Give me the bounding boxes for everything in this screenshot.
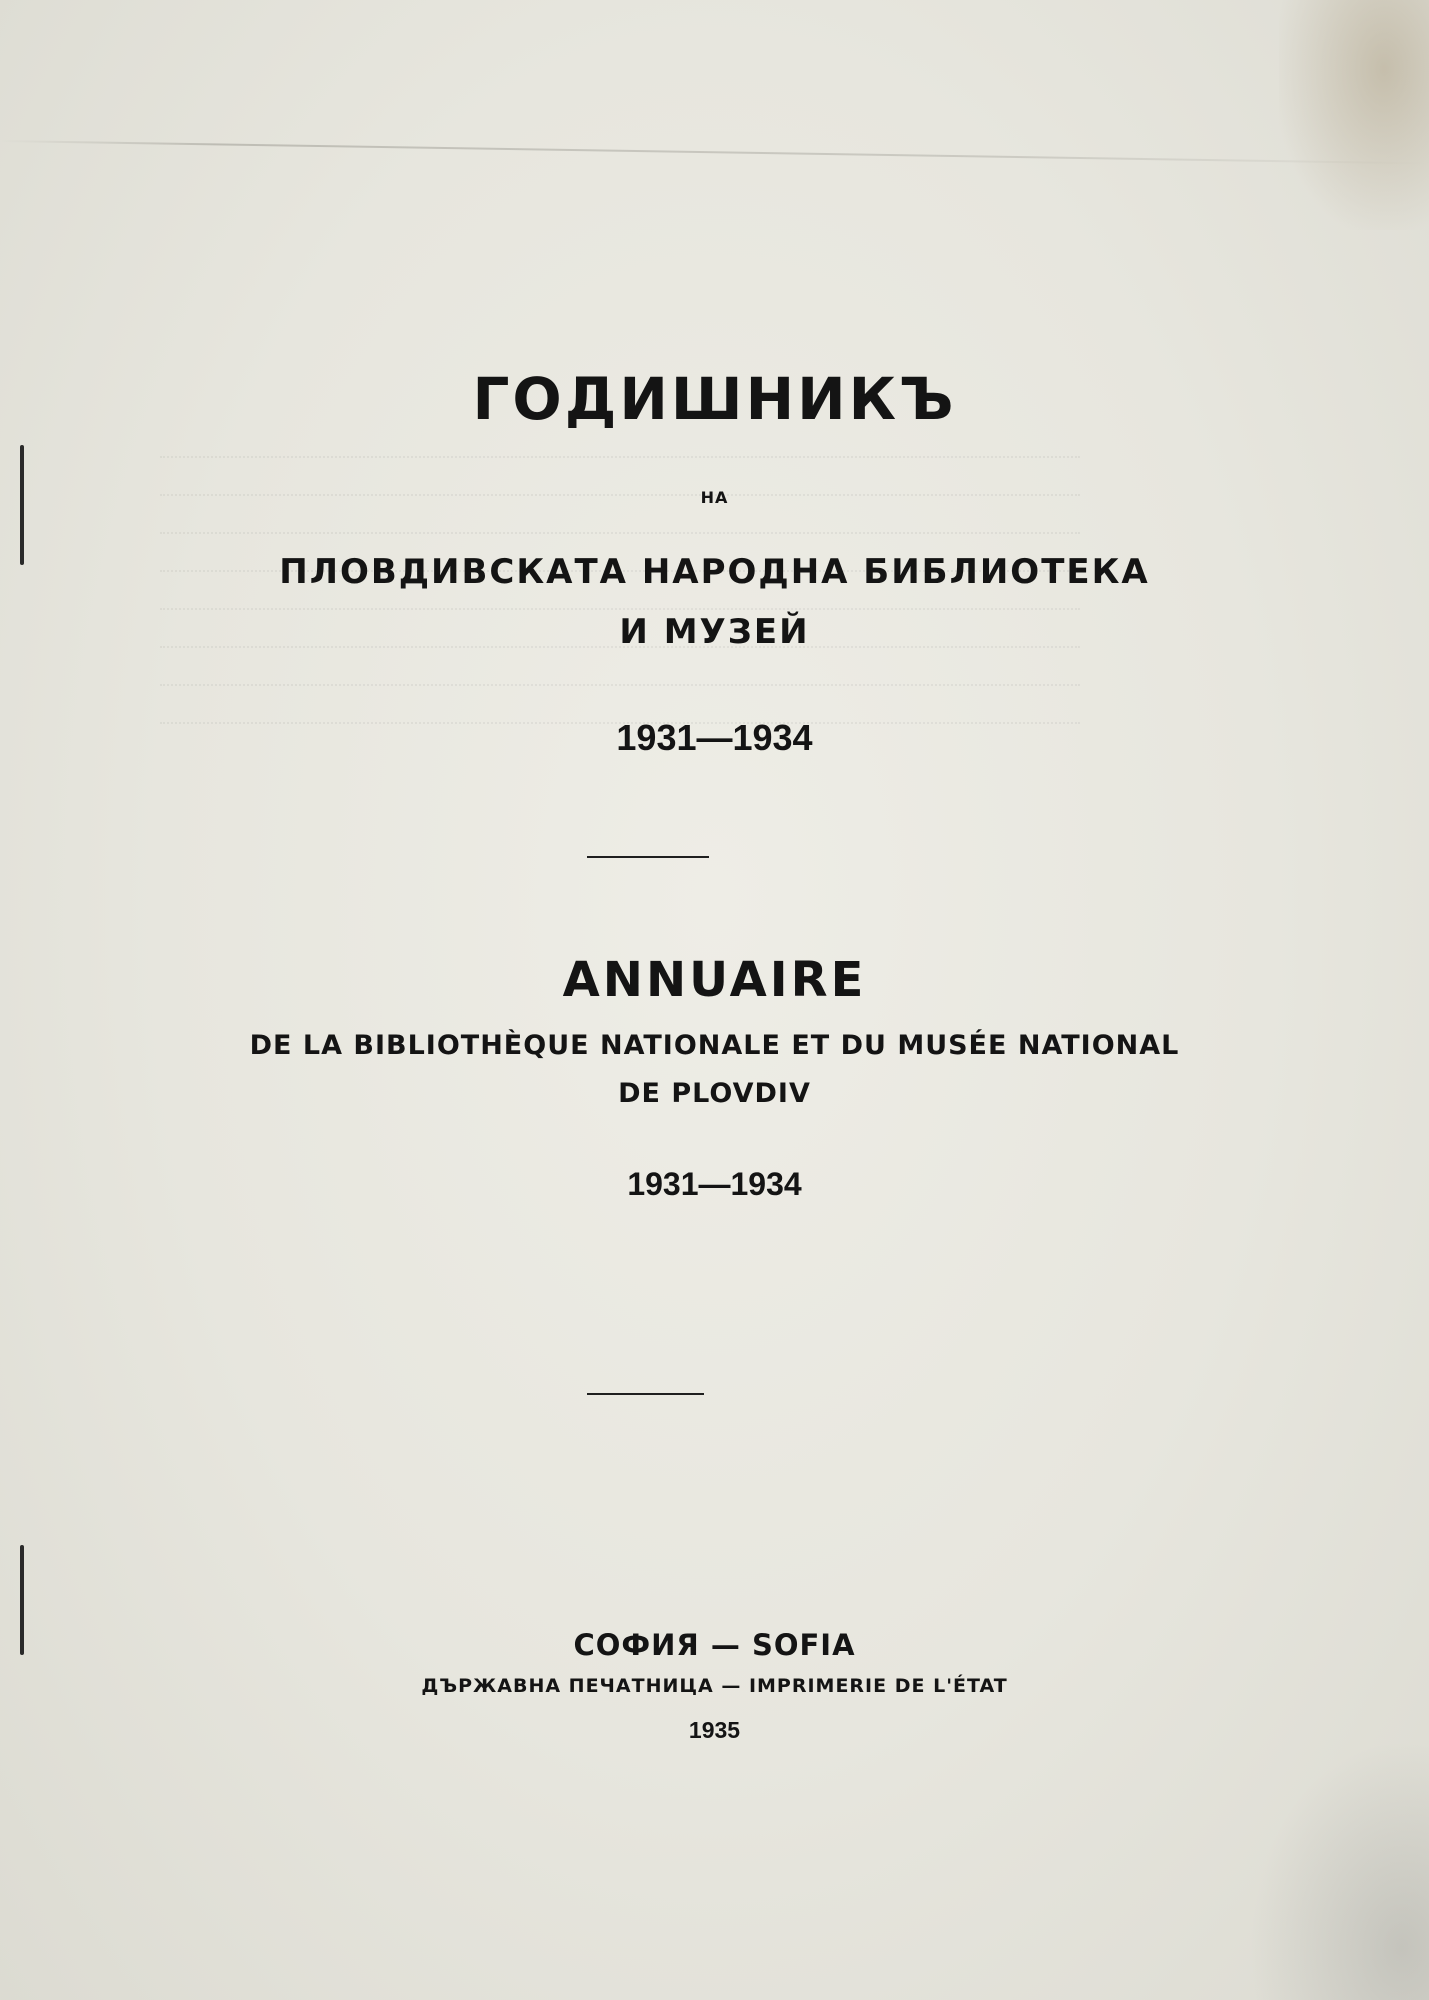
french-title: ANNUAIRE — [562, 952, 867, 1008]
french-institution-line1: DE LA BIBLIOTHÈQUE NATIONALE ET DU MUSÉE NATIONAL — [249, 1030, 1180, 1061]
bulgarian-preposition: НА — [700, 488, 729, 507]
fold-line — [0, 140, 1429, 164]
imprint-city: СОФИЯ — SOFIA — [573, 1628, 856, 1662]
bulgarian-institution-line2: И МУЗЕЙ — [619, 612, 810, 652]
paper-stain — [1279, 0, 1429, 230]
bulgarian-title: ГОДИШНИКЪ — [472, 365, 957, 433]
ghost-line — [160, 668, 1080, 686]
ghost-line — [160, 440, 1080, 458]
imprint-year: 1935 — [688, 1717, 741, 1743]
french-institution-line2: DE PLOVDIV — [618, 1078, 811, 1109]
bulgarian-institution-line1: ПЛОВДИВСКАТА НАРОДНА БИБЛИОТЕКА — [279, 552, 1150, 592]
ghost-line — [160, 592, 1080, 610]
french-years: 1931—1934 — [627, 1166, 802, 1202]
paper-edge-wear — [1249, 1740, 1429, 2000]
bulgarian-years: 1931—1934 — [616, 717, 813, 758]
ghost-line — [160, 516, 1080, 534]
divider-rule — [587, 1393, 704, 1395]
divider-rule — [587, 856, 709, 858]
imprint-printer: ДЪРЖАВНА ПЕЧАТНИЦА — IMPRIMERIE DE L'ÉTAT — [421, 1675, 1008, 1697]
